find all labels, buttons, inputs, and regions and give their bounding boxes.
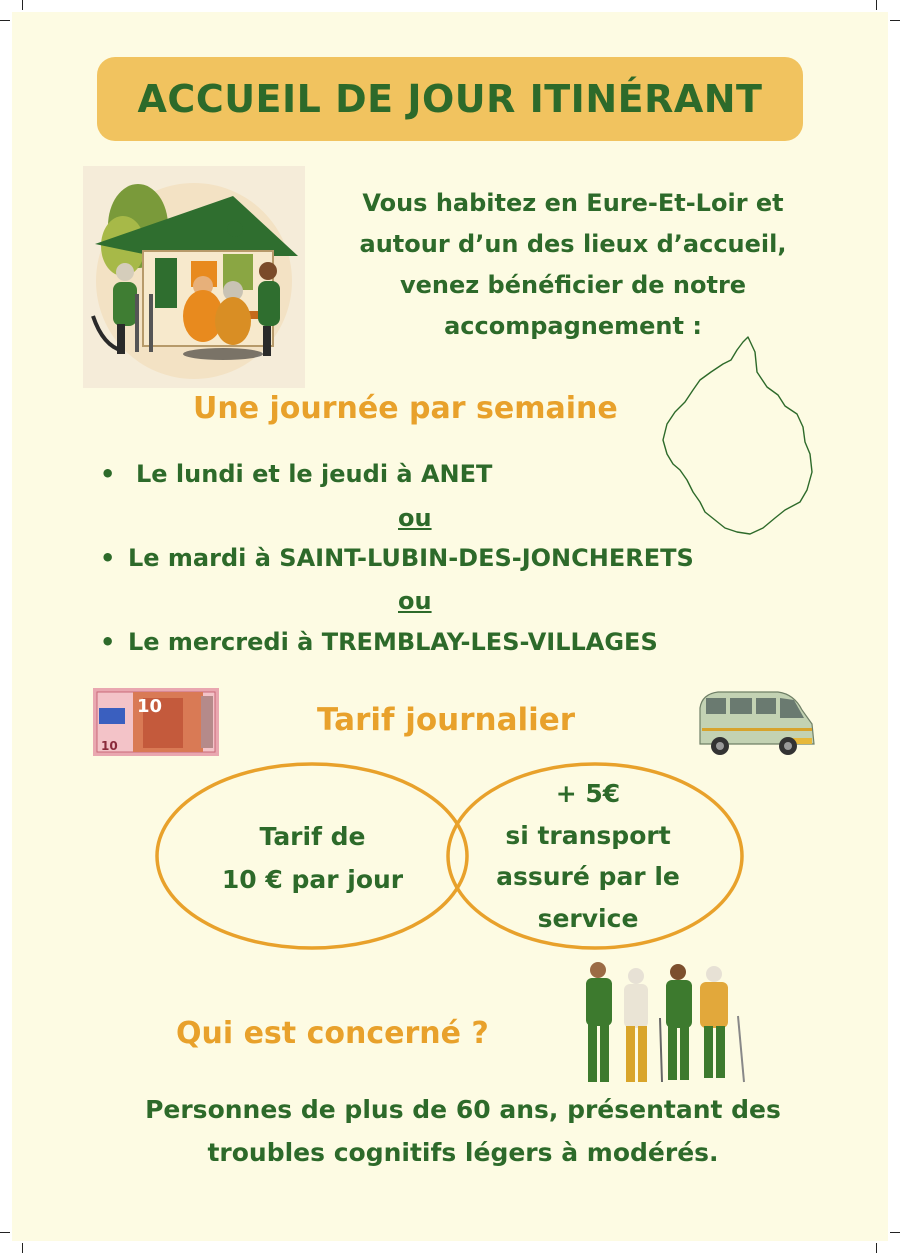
- tarif-right-line: si transport: [505, 820, 671, 850]
- banknote-icon: [93, 688, 219, 756]
- crop-mark: [22, 1243, 23, 1253]
- intro-line: Vous habitez en Eure-Et-Loir et: [362, 189, 784, 217]
- crop-mark: [876, 0, 877, 10]
- title-banner: [97, 57, 803, 141]
- concern-text: [100, 1088, 826, 1174]
- schedule-item-text: Le lundi et le jeudi à ANET: [136, 460, 493, 488]
- eure-et-loir-map: [645, 332, 817, 542]
- concern-line: troubles cognitifs légers à modérés.: [207, 1138, 719, 1167]
- concern-line: Personnes de plus de 60 ans, présentant des: [145, 1095, 781, 1124]
- tarif-left-line: 10 € par jour: [221, 865, 404, 894]
- tarif-right-line: + 5€: [555, 779, 621, 808]
- tarif-left-text: [185, 815, 440, 901]
- concern-heading: Qui est concerné ?: [176, 1016, 489, 1051]
- bullet-dot: •: [100, 544, 116, 572]
- crop-mark: [890, 1232, 900, 1233]
- house-illustration: [83, 166, 305, 388]
- separator-ou: ou: [398, 587, 432, 615]
- schedule-item: [100, 544, 694, 572]
- crop-mark: [22, 0, 23, 10]
- intro-line: accompagnement :: [444, 312, 702, 340]
- bullet-dot: •: [100, 460, 116, 488]
- tarif-left-line: Tarif de: [259, 822, 366, 851]
- tarif-right-line: service: [537, 903, 639, 933]
- intro-line: autour d’un des lieux d’accueil,: [359, 230, 787, 258]
- schedule-heading: Une journée par semaine: [193, 391, 618, 426]
- caregivers-illustration: [568, 958, 754, 1088]
- tarif-heading: Tarif journalier: [317, 702, 576, 738]
- schedule-item: [100, 628, 658, 656]
- tarif-right-text: [463, 773, 713, 939]
- crop-mark: [0, 20, 10, 21]
- separator-ou: ou: [398, 504, 432, 532]
- page-title: ACCUEIL DE JOUR ITINÉRANT: [137, 77, 763, 121]
- schedule-item: [100, 460, 492, 488]
- banknote-value: 10: [101, 739, 118, 753]
- crop-mark: [890, 20, 900, 21]
- svg-text:10: 10: [137, 696, 163, 717]
- crop-mark: [0, 1232, 10, 1233]
- schedule-item-text: Le mercredi à TREMBLAY-LES-VILLAGES: [128, 628, 658, 656]
- van-icon: [696, 688, 816, 760]
- crop-mark: [876, 1243, 877, 1253]
- tarif-right-line: assuré par le: [496, 862, 680, 891]
- intro-line: venez bénéficier de notre: [399, 271, 747, 299]
- bullet-dot: •: [100, 628, 116, 656]
- schedule-item-text: Le mardi à SAINT-LUBIN-DES-JONCHERETS: [128, 544, 694, 572]
- intro-text: [318, 183, 828, 347]
